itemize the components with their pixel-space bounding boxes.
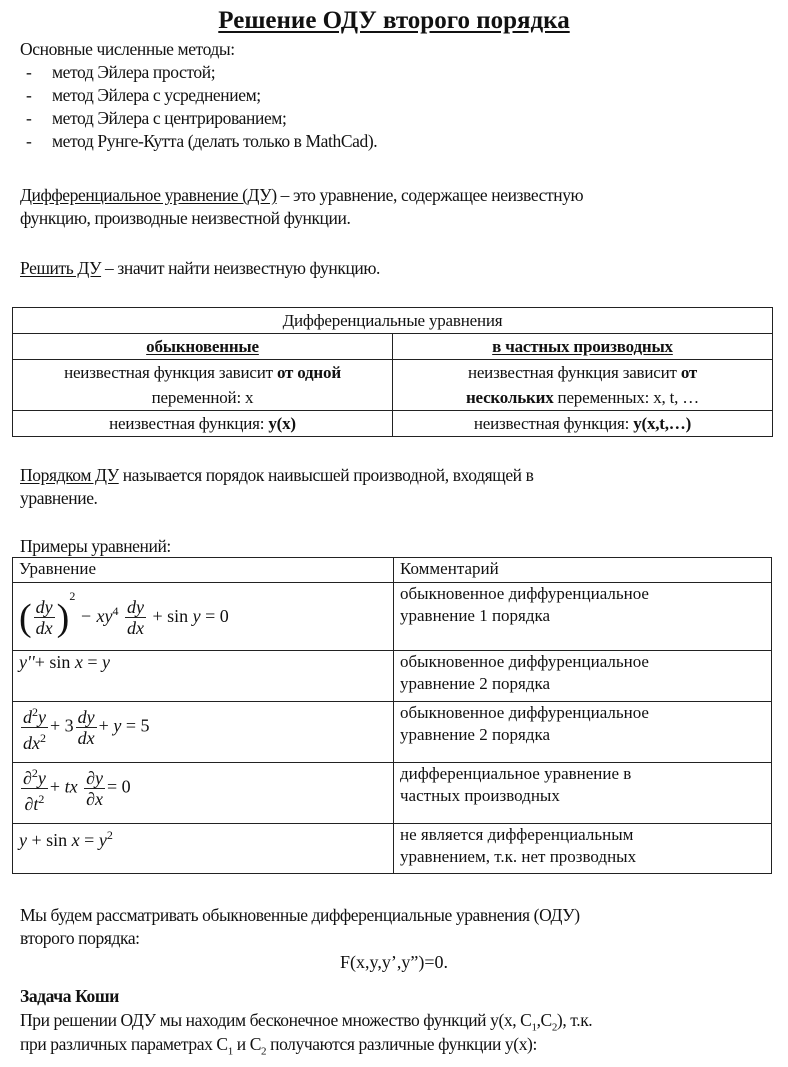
method-item: - метод Эйлера с усреднением;: [26, 85, 261, 105]
examples-table: [12, 557, 772, 874]
cauchy-line2: при различных параметрах $C_1$ и $C_2$ получаются различные функции y(x):: [20, 1034, 537, 1058]
methods-intro: Основные численные методы:: [20, 39, 235, 59]
page-title: Решение ОДУ второго порядка: [218, 7, 570, 34]
method-item: - метод Эйлера простой;: [26, 62, 216, 82]
comment-cell: обыкновенное диффуренциальное уравнение 2 порядка: [394, 702, 772, 763]
partial-dependency: неизвестная функция зависит от нескольких переменных: x, t, …: [393, 360, 773, 411]
header-partial: в частных производных: [393, 334, 773, 360]
comment-cell: обыкновенное диффуренциальное уравнение 2 порядка: [394, 651, 772, 702]
comment-cell: обыкновенное диффуренциальное уравнение 1 порядка: [394, 583, 772, 651]
comment-cell: дифференциальное уравнение в частных производных: [394, 763, 772, 824]
definition-term: Дифференциальное уравнение (ДУ): [20, 185, 277, 205]
order-paragraph-line2: уравнение.: [20, 488, 98, 508]
method-item: - метод Рунге-Кутта (делать только в MathCad).: [26, 131, 378, 151]
partial-function: неизвестная функция: y(x,t,…): [393, 411, 773, 437]
equation-cell: [13, 702, 394, 763]
header-ordinary: обыкновенные: [13, 334, 393, 360]
order-paragraph: Порядком ДУ называется порядок наивысшей производной, входящей в: [20, 465, 534, 485]
equation-cell: [13, 763, 394, 824]
equation-5: $y + \sin x = y^2$: [19, 828, 113, 850]
ode-paragraph-line2: второго порядка:: [20, 928, 140, 948]
cauchy-line1: При решении ОДУ мы находим бесконечное множество функций y(x, $C_1,C_2$), т.к.: [20, 1010, 593, 1034]
ode-paragraph: Мы будем рассматривать обыкновенные дифференциальные уравнения (ОДУ): [20, 905, 580, 925]
definition-paragraph-line2: функцию, производные неизвестной функции.: [20, 208, 351, 228]
comment-cell: не является дифференциальным уравнением, т.к. нет прозводных: [394, 824, 772, 874]
equation-cell: [13, 651, 394, 702]
solve-term: Решить ДУ: [20, 258, 102, 278]
equation-cell: [13, 583, 394, 651]
types-table: [12, 307, 773, 437]
equation-1: ( $\frac{dy}{dx}$ )$^2 - xy^4$ $\frac{dy}{dx}$ + sin y = 0: [19, 589, 229, 639]
ordinary-dependency: неизвестная функция зависит от одной переменной: х: [13, 360, 393, 411]
solve-paragraph: Решить ДУ – значит найти неизвестную функцию.: [20, 258, 381, 278]
equation-3: $\frac{d^2y}{dx^2}$ + 3 $\frac{dy}{dx}$ + y = 5: [19, 702, 387, 753]
header-comment: Комментарий: [394, 558, 772, 583]
header-equation: Уравнение: [13, 558, 394, 583]
types-table-caption: Дифференциальные уравнения: [13, 308, 773, 334]
examples-intro: Примеры уравнений:: [20, 536, 171, 556]
cauchy-heading: Задача Коши: [20, 986, 119, 1006]
order-term: Порядком ДУ: [20, 465, 119, 485]
equation-4: $\frac{\partial^2y}{\partial t^2}$ + tx $\frac{\partial y}{\partial x}$ = 0: [19, 763, 387, 814]
equation-2: y''+ sin x = y: [19, 652, 111, 672]
ode-formula: F(x,y,y’,y”)=0.: [340, 952, 448, 972]
definition-paragraph: Дифференциальное уравнение (ДУ) – это уравнение, содержащее неизвестную: [20, 185, 584, 205]
method-item: - метод Эйлера с центрированием;: [26, 108, 287, 128]
equation-cell: [13, 824, 394, 874]
ordinary-function: неизвестная функция: y(x): [13, 411, 393, 437]
